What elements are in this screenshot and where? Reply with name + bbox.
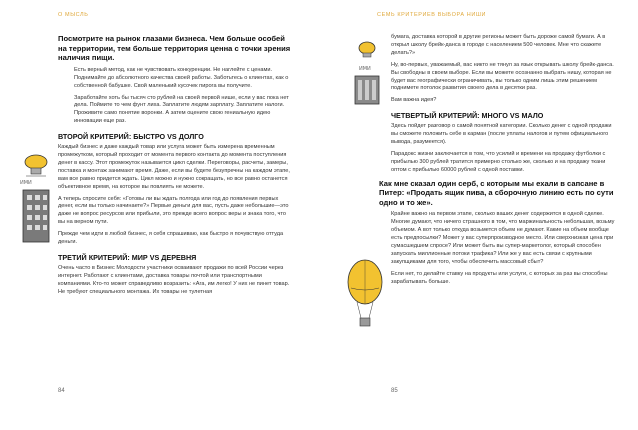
paragraph: Здесь пойдет разговор о самой понятной категории. Сколько денег с одной продажи вы сможете положить себе в карман (после уплаты налогов и путем официального вывода, разумеется). xyxy=(391,123,612,146)
lightbulb-icon xyxy=(14,150,58,245)
right-page xyxy=(319,0,638,430)
section-heading-second-criterion: ВТОРОЙ КРИТЕРИЙ: БЫСТРО VS ДОЛГО xyxy=(58,132,204,142)
paragraph: Парадокс жизни заключается в том, что усилий и времени на продажу футболки с прибылью 300 рублей тратится примерно столько же, сколько и на продажу ткани оптом с прибылью 60000 рублей с одной поставки. xyxy=(391,150,606,173)
lead-paragraph: Посмотрите на рынок глазами бизнеса. Чем больше особей на территории, тем больше территория ценна с точки зрения наличия пищи. xyxy=(58,34,291,63)
lightbulb-icon xyxy=(349,38,385,108)
paragraph: Очень часто в Бизнес Молодости участники осваивают продажи по всей России через интернет. Работают с клиентами, доставка товары почтой или транспортными компаниями. Кто-то может справедливо возразить: «Ага, им легко! У них не пинет товар. Не требуют специального монтажа. Их товары не тулетная xyxy=(58,265,290,295)
paragraph: Каждый бизнес и даже каждый товар или услуга может быть измерена временным промежутком, который проходит от момента первого контакта до момента поступления денег в кассу. Этот промежуток называется цикл сделки. Переговоры, расчеты, замеры, поставка и монтаж занимают время. Даже, если вы будете безупречны на каждом этапе, вам все равно придется ждать. Цикл можно и нужно сокращать, но все равно останется объективное время, на которое вы повлиять не можете. xyxy=(58,144,290,190)
paragraph: Вам важна идея? xyxy=(391,97,437,104)
page-number-right: 85 xyxy=(391,388,398,394)
illustration-label: ИМИ xyxy=(359,66,371,72)
quote-lead: Как мне сказал один серб, с которым мы ехали в сапсане в Питер: «Продать ящик пива, а сборочную линию есть по сути одно и то же». xyxy=(379,178,614,207)
bulb-building-illustration xyxy=(14,150,58,245)
balloon-illustration xyxy=(345,258,385,338)
paragraph: Крайне важно на первом этапе, сколько ваших денег содержится в одной сделке. Многие думают, что ничего страшного в том, что маржинальность небольшая, возьму объемом. А вот только откуда возьмется объем не думают. Какие на объем вообще есть предпосылки? Может у вас суперпроизводное место. Или сверхнизкая цена при сумасшедшем спросе? Или может быть вы супер-маркетолог, который способен запускать миллионные потоки трафика? Или же у вас есть связи с крупными закупщиками для того, чтобы обеспечить массовый сбыт? xyxy=(391,211,615,265)
paragraph: А теперь спросите себя: «Готовы ли вы ждать полгода или год до появления первых денег, если вы только начинаете?» Первые деньги для вас, пусть даже небольшие—это даже не вопрос ресурсов или прибыли, это прежде всего вопрос веры и знака того, что вы на верном пути. xyxy=(58,195,289,226)
section-heading-fourth-criterion: ЧЕТВЕРТЫЙ КРИТЕРИЙ: МНОГО VS МАЛО xyxy=(391,111,544,121)
running-head-left: О МЫСЛЬ xyxy=(58,12,89,18)
paragraph: Прежде чем идти в любой бизнес, я себя спрашиваю, как быстро я почувствую оттуда деньги. xyxy=(58,231,284,246)
paragraph: Ну, во-первых, уважаемый, вас никто не тянул за язык открывать школу брейк-данса. Вы свободны в своем выборе. Если вы можете осознанно выбрать нишу, которая не будет вас географически ограничивать, вы только одним лишь этим решением поднимете потолок развития своего дела в десятки раз. xyxy=(391,61,614,92)
balloon-icon xyxy=(345,258,385,338)
section-heading-third-criterion: ТРЕТИЙ КРИТЕРИЙ: МИР VS ДЕРЕВНЯ xyxy=(58,253,197,262)
paragraph: Если нет, то делайте ставку на продукты или услуги, с которых за раз вы способны зарабатывать больше. xyxy=(391,270,608,285)
left-column xyxy=(58,34,294,301)
paragraph: Заработайте хоть бы тысяч сто рублей на своей первой нише, если у вас пока нет дела. Поймите то чем фунт лиха. Заплатите людям зарплату. Заплатите налоги. Проживите само понятие воронки. А затем оцените свою гениальную идею инновации еще раз. xyxy=(74,94,289,125)
right-column xyxy=(379,34,619,291)
bulb-small-building-illustration xyxy=(349,38,385,108)
page-number-left: 84 xyxy=(58,388,65,394)
paragraph: Есть верный метод, как не чувствовать конкуренции. Не наглейте с ценами. Поднимайте до абсолютного качества своей работы. Заботьтесь о клиентах, как о собственной бабушке. Свой маленький кусочек пирога вы получите. xyxy=(74,66,289,89)
paragraph: бумага, доставка которой в другие регионы может быть дороже самой бумаги. А в открыл школу брейк-данса в городе с населением 500 человек. Мне что скажете делать?» xyxy=(391,34,606,56)
illustration-label: ИМИ xyxy=(20,180,32,186)
running-head-right: СЕМЬ КРИТЕРИЕВ ВЫБОРА НИШИ xyxy=(377,12,487,18)
